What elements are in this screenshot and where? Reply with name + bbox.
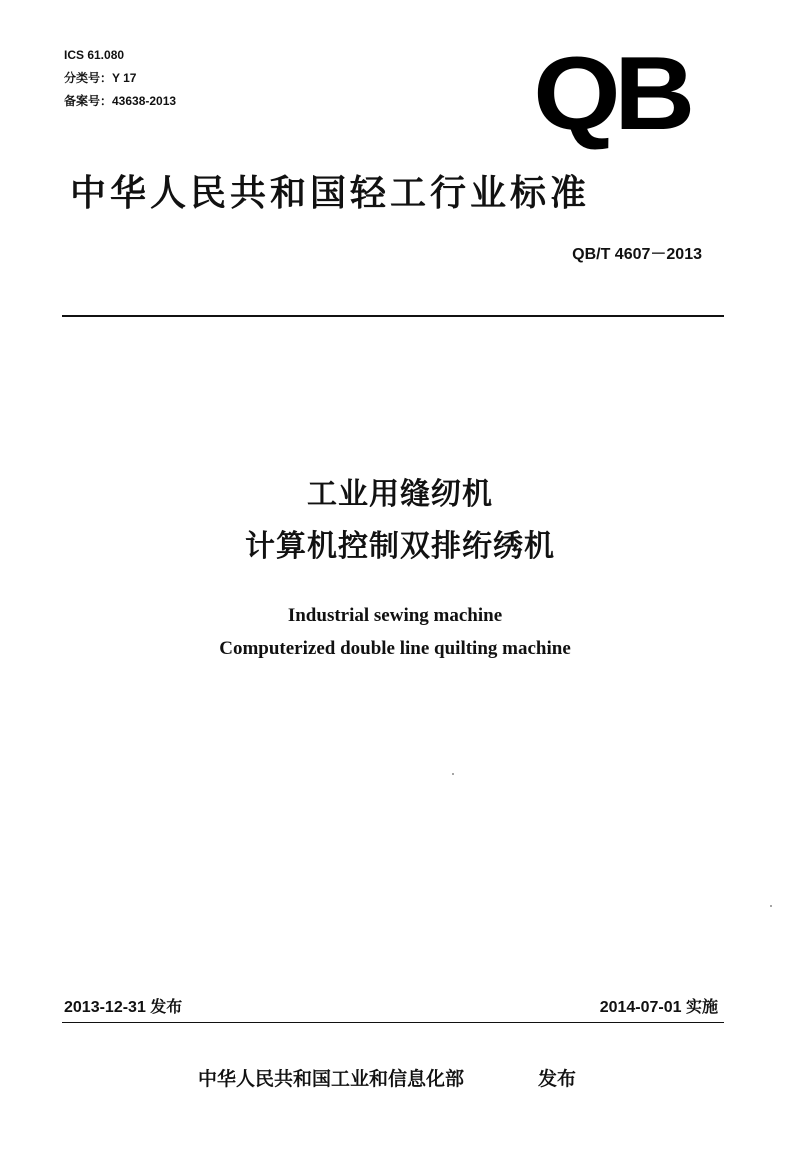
issue-action: 发布 [538,1068,577,1090]
qb-logo: QB [533,36,689,152]
publish-date: 2013-12-31 发布 [64,999,183,1016]
scan-speck [770,905,772,907]
standard-category-title: 中华人民共和国轻工行业标准 [70,173,591,214]
scan-speck [452,773,454,775]
implement-date: 2014-07-01 实施 [599,999,718,1016]
english-title-line-2: Computerized double line quilting machine [219,638,571,659]
chinese-title-line-1: 工业用缝纫机 [307,477,493,512]
ics-code: ICS 61.080 [64,48,125,62]
footer-divider [62,1022,724,1023]
english-title-line-1: Industrial sewing machine [287,605,503,626]
standard-number: QB/T 4607－2013 [572,246,702,263]
record-number: 备案号：43638-2013 [64,94,177,108]
classification-number: 分类号：Y 17 [64,71,137,85]
header-divider [62,315,724,317]
issuing-authority: 中华人民共和国工业和信息化部 [198,1068,465,1090]
chinese-title-line-2: 计算机控制双排绗绣机 [245,529,555,564]
